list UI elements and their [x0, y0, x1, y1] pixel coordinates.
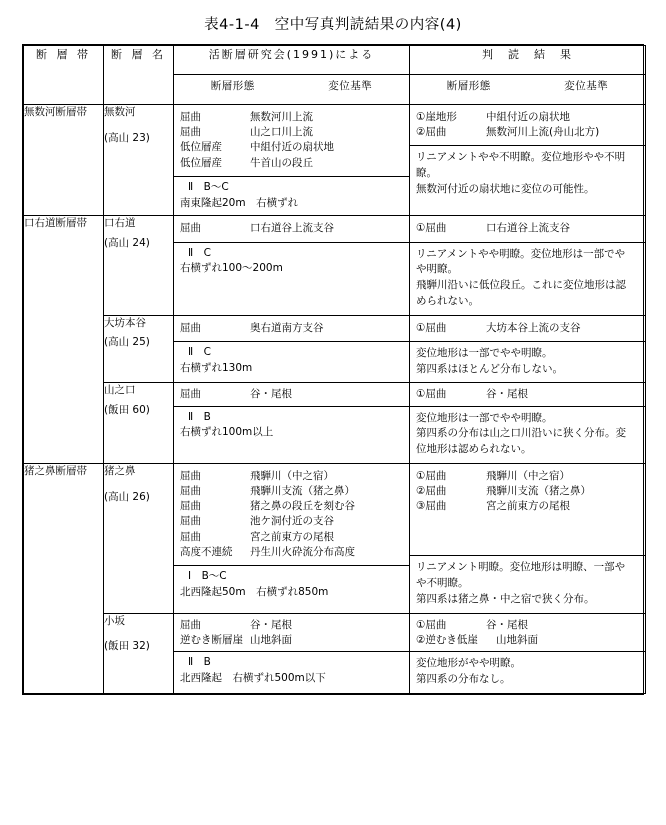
result-items	[410, 216, 645, 241]
note-line: や不明瞭。	[416, 577, 469, 590]
criteria: 谷・尾根	[486, 618, 528, 631]
reference-criteria	[174, 651, 409, 691]
mode: 屈曲	[180, 222, 201, 235]
reference-items	[174, 216, 409, 241]
reference-item	[174, 156, 407, 171]
mode: ②逆むき低崖	[416, 633, 478, 646]
criteria: 宮之前東方の尾根	[486, 500, 570, 513]
criteria-line: 右横ずれ130m	[180, 361, 253, 374]
result-cell	[410, 105, 646, 216]
reference-cell	[174, 613, 410, 693]
mode: 屈曲	[180, 515, 201, 528]
criteria-line: Ⅱ C	[188, 246, 211, 259]
result-cell	[410, 463, 646, 613]
reference-item	[174, 514, 407, 529]
note-line: められない。	[416, 294, 479, 307]
fault-name-cell	[104, 315, 174, 383]
note-line: 第四系は猪之鼻・中之宿で狭く分布。	[416, 592, 595, 605]
criteria-line: 北西隆起50m 右横ずれ850m	[180, 585, 329, 598]
reference-items	[174, 383, 409, 405]
criteria-line: Ⅱ C	[188, 345, 211, 358]
mode: ③屈曲	[416, 500, 447, 513]
mode: ②屈曲	[416, 126, 447, 139]
result-items	[410, 383, 645, 405]
criteria: 無数河川上流	[250, 111, 313, 123]
mode: ①屈曲	[416, 618, 447, 631]
criteria: 丹生川火砕流分布高度	[250, 545, 355, 558]
criteria: 飛騨川支流（猪之鼻）	[486, 485, 591, 497]
note-line: 第四系の分布は山之口川沿いに狭く分布。変	[416, 427, 626, 440]
reference-item	[174, 469, 407, 484]
fault-name-label: 山之口	[104, 384, 136, 397]
page-title: 表4-1-4 空中写真判読結果の内容(4)	[204, 17, 462, 33]
header-sub-criteria-result: 変位基準	[564, 80, 609, 92]
criteria: 中組付近の扇状地	[250, 141, 334, 154]
criteria: 飛騨川（中之宿）	[250, 469, 334, 482]
reference-cell	[174, 105, 410, 216]
fault-code-label: (高山 26)	[104, 490, 150, 503]
criteria: 谷・尾根	[250, 388, 292, 401]
note-line: リニアメントやや明瞭。変位地形は一部でや	[416, 247, 626, 260]
note-line: 第四系はほとんど分布しない。	[416, 362, 563, 375]
reference-criteria	[174, 176, 409, 216]
reference-cell	[174, 216, 410, 315]
note-line: 変位地形は一部でやや明瞭。	[416, 346, 553, 359]
criteria: 池ケ洞付近の支谷	[250, 515, 334, 528]
reference-criteria	[174, 341, 409, 381]
reference-item	[174, 321, 407, 336]
header-group-result: 判 読 結 果	[410, 46, 646, 75]
fault-code-label: (高山 23)	[104, 131, 150, 144]
reference-item	[174, 140, 407, 155]
result-notes	[410, 651, 645, 693]
result-notes	[410, 555, 645, 612]
result-item	[410, 484, 643, 499]
note-line: リニアメント明瞭。変位地形は明瞭、一部や	[416, 561, 626, 574]
criteria: 宮之前東方の尾根	[250, 530, 334, 543]
reference-item	[174, 545, 407, 560]
table-row	[24, 105, 646, 216]
reference-item	[174, 633, 407, 648]
criteria-line: 北西隆起 右横ずれ500m以下	[180, 671, 326, 684]
criteria-line: Ⅱ B	[188, 656, 211, 669]
criteria: 山地斜面	[496, 633, 538, 646]
zone-label: 猪之鼻断層帯	[24, 464, 87, 477]
header-sub-criteria-ref: 変位基準	[328, 80, 373, 92]
criteria: 奥右道南方支谷	[250, 321, 324, 334]
reference-item	[174, 221, 407, 236]
result-items	[410, 105, 645, 145]
criteria: 谷・尾根	[250, 618, 292, 631]
criteria-line: 南東隆起20m 右横ずれ	[180, 196, 299, 209]
result-notes	[410, 145, 645, 202]
zone-cell	[24, 105, 104, 216]
mode: 屈曲	[180, 111, 201, 123]
reference-item	[174, 110, 407, 125]
reference-items	[174, 105, 409, 176]
criteria-line: 右横ずれ100～200m	[180, 262, 283, 275]
mode: 屈曲	[180, 126, 201, 139]
result-items	[410, 464, 645, 520]
criteria-line: 右横ずれ100m以上	[180, 426, 274, 439]
result-items	[410, 316, 645, 341]
reference-item	[174, 618, 407, 633]
header-group-reference: 活断層研究会(1991)による	[174, 46, 410, 75]
reference-item	[174, 499, 407, 514]
criteria: 猪之鼻の段丘を刻む谷	[250, 500, 355, 513]
reference-item	[174, 530, 407, 545]
result-item	[410, 387, 643, 402]
criteria-line: Ⅱ B	[188, 410, 211, 423]
mode: ①屈曲	[416, 321, 447, 334]
zone-label: 口右道断層帯	[24, 217, 87, 230]
fault-name-label: 無数河	[104, 106, 136, 118]
fault-code-label: (飯田 60)	[104, 404, 150, 417]
criteria: 中組付近の扇状地	[486, 111, 570, 123]
criteria-line: Ⅱ B～C	[188, 180, 229, 193]
note-line: 変位地形は一部でやや明瞭。	[416, 411, 553, 424]
table-row	[24, 216, 646, 315]
mode: 高度不連続	[180, 545, 233, 558]
table-header-row-1	[24, 46, 646, 75]
note-line: 位地形は認められない。	[416, 443, 532, 456]
mode: ①崖地形	[416, 111, 457, 123]
result-notes	[410, 341, 645, 383]
fault-name-cell	[104, 105, 174, 216]
header-sub-result	[410, 75, 646, 105]
fault-code-label: (高山 24)	[104, 237, 150, 250]
mode: 低位層産	[180, 156, 222, 169]
criteria: 口右道谷上流支谷	[250, 222, 334, 235]
reference-items	[174, 464, 409, 565]
note-line: 変位地形がやや明瞭。	[416, 657, 521, 670]
reference-criteria	[174, 406, 409, 446]
mode: ①屈曲	[416, 388, 447, 401]
criteria: 山地斜面	[250, 633, 292, 646]
fault-code-label: (飯田 32)	[104, 640, 150, 653]
reference-cell	[174, 463, 410, 613]
reference-cell	[174, 383, 410, 463]
mode: ②屈曲	[416, 485, 447, 497]
result-cell	[410, 315, 646, 383]
reference-criteria	[174, 242, 409, 282]
fault-name-label: 猪之鼻	[104, 464, 136, 477]
table-row	[24, 315, 646, 383]
criteria-line: Ⅰ B～C	[188, 570, 227, 583]
header-zone: 断 層 帯	[24, 46, 104, 105]
reference-item	[174, 387, 407, 402]
zone-label: 無数河断層帯	[24, 106, 87, 118]
criteria: 飛騨川（中之宿）	[486, 469, 570, 482]
mode: 屈曲	[180, 500, 201, 513]
aerial-photo-interpretation-table	[22, 44, 644, 695]
result-item	[410, 221, 643, 236]
criteria: 無数河川上流(舟山北方)	[486, 126, 600, 139]
reference-criteria	[174, 565, 409, 605]
criteria: 大坊本谷上流の支谷	[486, 321, 581, 334]
fault-name-label: 口右道	[104, 217, 136, 230]
table-row	[24, 383, 646, 463]
result-item	[410, 618, 643, 633]
result-cell	[410, 383, 646, 463]
result-notes	[410, 406, 645, 463]
result-item	[410, 499, 643, 514]
mode: 逆むき断層崖	[180, 633, 243, 646]
result-item	[410, 633, 643, 648]
result-items	[410, 614, 645, 651]
result-cell	[410, 613, 646, 693]
mode: ①屈曲	[416, 469, 447, 482]
fault-name-cell	[104, 383, 174, 463]
result-item	[410, 321, 643, 336]
fault-name-label: 小坂	[104, 614, 125, 627]
fault-code-label: (高山 25)	[104, 336, 150, 349]
mode: ①屈曲	[416, 222, 447, 235]
header-sub-mode-ref: 断層形態	[210, 80, 255, 92]
fault-name-label: 大坊本谷	[104, 316, 146, 329]
mode: 屈曲	[180, 618, 201, 631]
criteria: 飛騨川支流（猪之鼻）	[250, 485, 355, 497]
result-item	[410, 110, 643, 125]
criteria: 山之口川上流	[250, 126, 313, 139]
criteria: 谷・尾根	[486, 388, 528, 401]
note-line: 瞭。	[416, 167, 437, 180]
header-sub-mode-result: 断層形態	[446, 80, 491, 92]
mode: 屈曲	[180, 530, 201, 543]
note-line: や明瞭。	[416, 263, 458, 276]
fault-name-cell	[104, 613, 174, 693]
criteria: 口右道谷上流支谷	[486, 222, 570, 235]
note-line: 第四系の分布なし。	[416, 672, 511, 685]
mode: 屈曲	[180, 469, 201, 482]
criteria: 牛首山の段丘	[250, 156, 313, 169]
table-row	[24, 613, 646, 693]
note-line: 無数河付近の扇状地に変位の可能性。	[416, 182, 595, 195]
note-line: リニアメントやや不明瞭。変位地形やや不明	[416, 151, 626, 164]
fault-name-cell	[104, 216, 174, 315]
mode: 低位層産	[180, 141, 222, 154]
header-sub-reference	[174, 75, 410, 105]
reference-items	[174, 614, 409, 651]
reference-item	[174, 484, 407, 499]
result-item	[410, 469, 643, 484]
result-notes	[410, 242, 645, 315]
mode: 屈曲	[180, 321, 201, 334]
reference-items	[174, 316, 409, 341]
table-row	[24, 463, 646, 613]
reference-cell	[174, 315, 410, 383]
zone-cell	[24, 216, 104, 463]
mode: 屈曲	[180, 388, 201, 401]
fault-name-cell	[104, 463, 174, 613]
result-item	[410, 125, 643, 140]
header-fault-name: 断 層 名	[104, 46, 174, 105]
result-cell	[410, 216, 646, 315]
reference-item	[174, 125, 407, 140]
mode: 屈曲	[180, 485, 201, 497]
zone-cell	[24, 463, 104, 693]
note-line: 飛騨川沿いに低位段丘。これに変位地形は認	[416, 279, 626, 292]
